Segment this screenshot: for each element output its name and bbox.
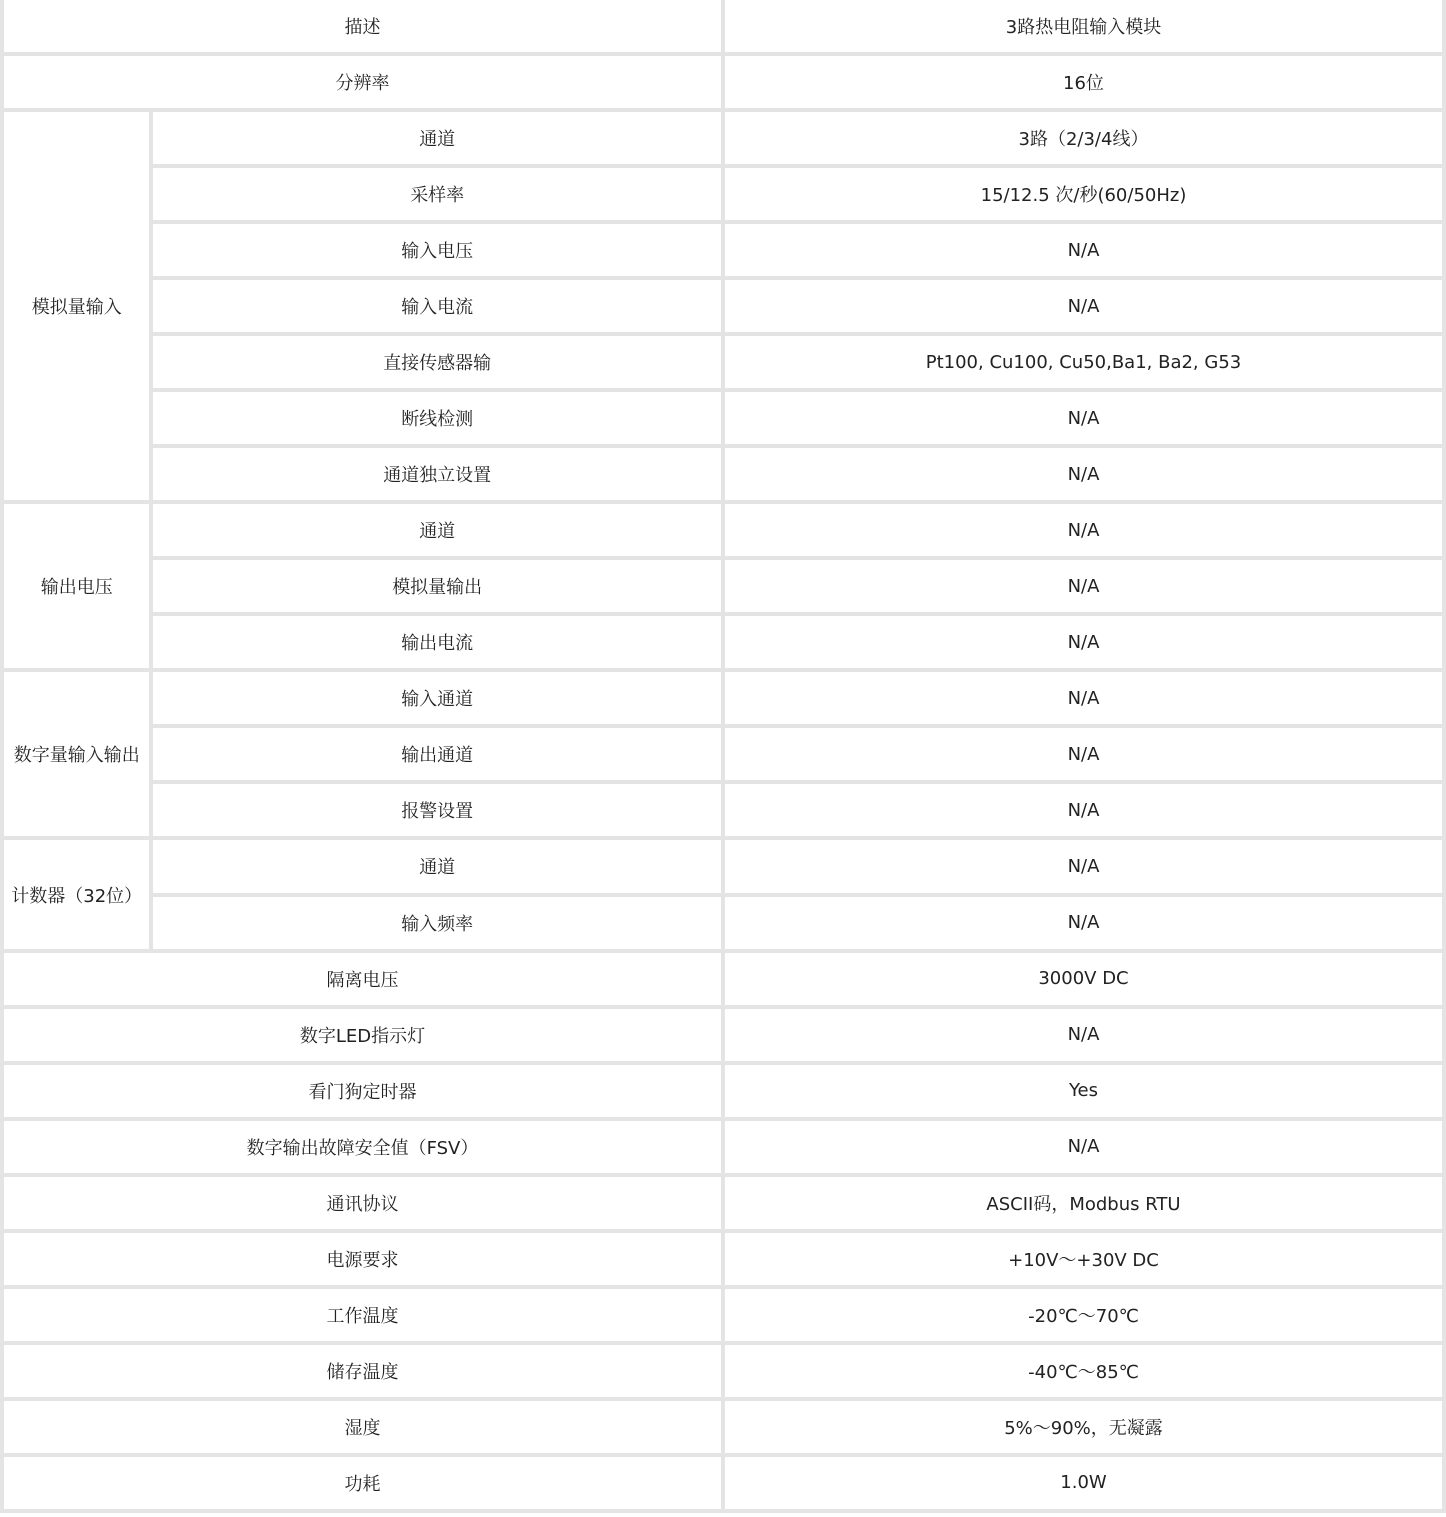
spec-label: 看门狗定时器	[4, 1065, 721, 1117]
table-row	[4, 1345, 1442, 1397]
spec-value: N/A	[725, 504, 1442, 556]
spec-value: N/A	[725, 448, 1442, 500]
table-row	[4, 1121, 1442, 1173]
spec-label: 输入电压	[153, 224, 721, 276]
spec-value: 1.0W	[725, 1457, 1442, 1509]
spec-value: Pt100, Cu100, Cu50,Ba1, Ba2, G53	[725, 336, 1442, 388]
spec-value: 16位	[725, 56, 1442, 108]
spec-label: 储存温度	[4, 1345, 721, 1397]
spec-value: N/A	[725, 840, 1442, 892]
spec-label: 报警设置	[153, 784, 721, 836]
spec-value: 3路（2/3/4线）	[725, 112, 1442, 164]
spec-label: 描述	[4, 0, 721, 52]
spec-label: 通讯协议	[4, 1177, 721, 1229]
spec-value: 5%～90%，无凝露	[725, 1401, 1442, 1453]
table-row	[4, 560, 1442, 612]
spec-label: 断线检测	[153, 392, 721, 444]
table-row	[4, 728, 1442, 780]
spec-label: 输入通道	[153, 672, 721, 724]
table-row	[4, 1177, 1442, 1229]
spec-value: N/A	[725, 224, 1442, 276]
spec-value: N/A	[725, 1121, 1442, 1173]
spec-label: 通道	[153, 504, 721, 556]
spec-value: N/A	[725, 1009, 1442, 1061]
table-row	[4, 448, 1442, 500]
table-row	[4, 1457, 1442, 1509]
spec-value: N/A	[725, 728, 1442, 780]
group-label: 输出电压	[4, 504, 149, 668]
table-row	[4, 0, 1442, 52]
spec-value: N/A	[725, 672, 1442, 724]
table-row	[4, 336, 1442, 388]
spec-label: 电源要求	[4, 1233, 721, 1285]
spec-label: 采样率	[153, 168, 721, 220]
spec-value: N/A	[725, 897, 1442, 949]
spec-value: ASCII码，Modbus RTU	[725, 1177, 1442, 1229]
spec-value: N/A	[725, 392, 1442, 444]
spec-label: 功耗	[4, 1457, 721, 1509]
spec-value: N/A	[725, 280, 1442, 332]
table-row	[4, 784, 1442, 836]
table-row	[4, 672, 1442, 724]
table-row	[4, 897, 1442, 949]
spec-label: 输出电流	[153, 616, 721, 668]
table-row	[4, 1401, 1442, 1453]
spec-label: 分辨率	[4, 56, 721, 108]
group-label: 计数器（32位）	[4, 840, 149, 948]
spec-value: N/A	[725, 784, 1442, 836]
spec-value: 3路热电阻输入模块	[725, 0, 1442, 52]
spec-label: 输入频率	[153, 897, 721, 949]
table-row	[4, 840, 1442, 892]
spec-value: 3000V DC	[725, 953, 1442, 1005]
spec-label: 直接传感器输	[153, 336, 721, 388]
table-row	[4, 224, 1442, 276]
spec-value: -20℃～70℃	[725, 1289, 1442, 1341]
spec-label: 通道独立设置	[153, 448, 721, 500]
table-row	[4, 953, 1442, 1005]
spec-label: 数字LED指示灯	[4, 1009, 721, 1061]
table-row	[4, 1009, 1442, 1061]
table-row	[4, 1065, 1442, 1117]
spec-label: 湿度	[4, 1401, 721, 1453]
table-row	[4, 56, 1442, 108]
table-row	[4, 1233, 1442, 1285]
spec-value: +10V～+30V DC	[725, 1233, 1442, 1285]
spec-value: Yes	[725, 1065, 1442, 1117]
table-row	[4, 168, 1442, 220]
group-label: 模拟量输入	[4, 112, 149, 500]
spec-value: N/A	[725, 616, 1442, 668]
spec-label: 输出通道	[153, 728, 721, 780]
spec-label: 数字输出故障安全值（FSV）	[4, 1121, 721, 1173]
spec-label: 通道	[153, 840, 721, 892]
spec-label: 隔离电压	[4, 953, 721, 1005]
spec-value: 15/12.5 次/秒(60/50Hz)	[725, 168, 1442, 220]
table-row	[4, 112, 1442, 164]
table-row	[4, 616, 1442, 668]
table-row	[4, 392, 1442, 444]
spec-label: 工作温度	[4, 1289, 721, 1341]
spec-label: 模拟量输出	[153, 560, 721, 612]
group-label: 数字量输入输出	[4, 672, 149, 836]
spec-value: -40℃～85℃	[725, 1345, 1442, 1397]
spec-label: 输入电流	[153, 280, 721, 332]
spec-value: N/A	[725, 560, 1442, 612]
table-row	[4, 280, 1442, 332]
table-row	[4, 1289, 1442, 1341]
spec-label: 通道	[153, 112, 721, 164]
table-row	[4, 504, 1442, 556]
